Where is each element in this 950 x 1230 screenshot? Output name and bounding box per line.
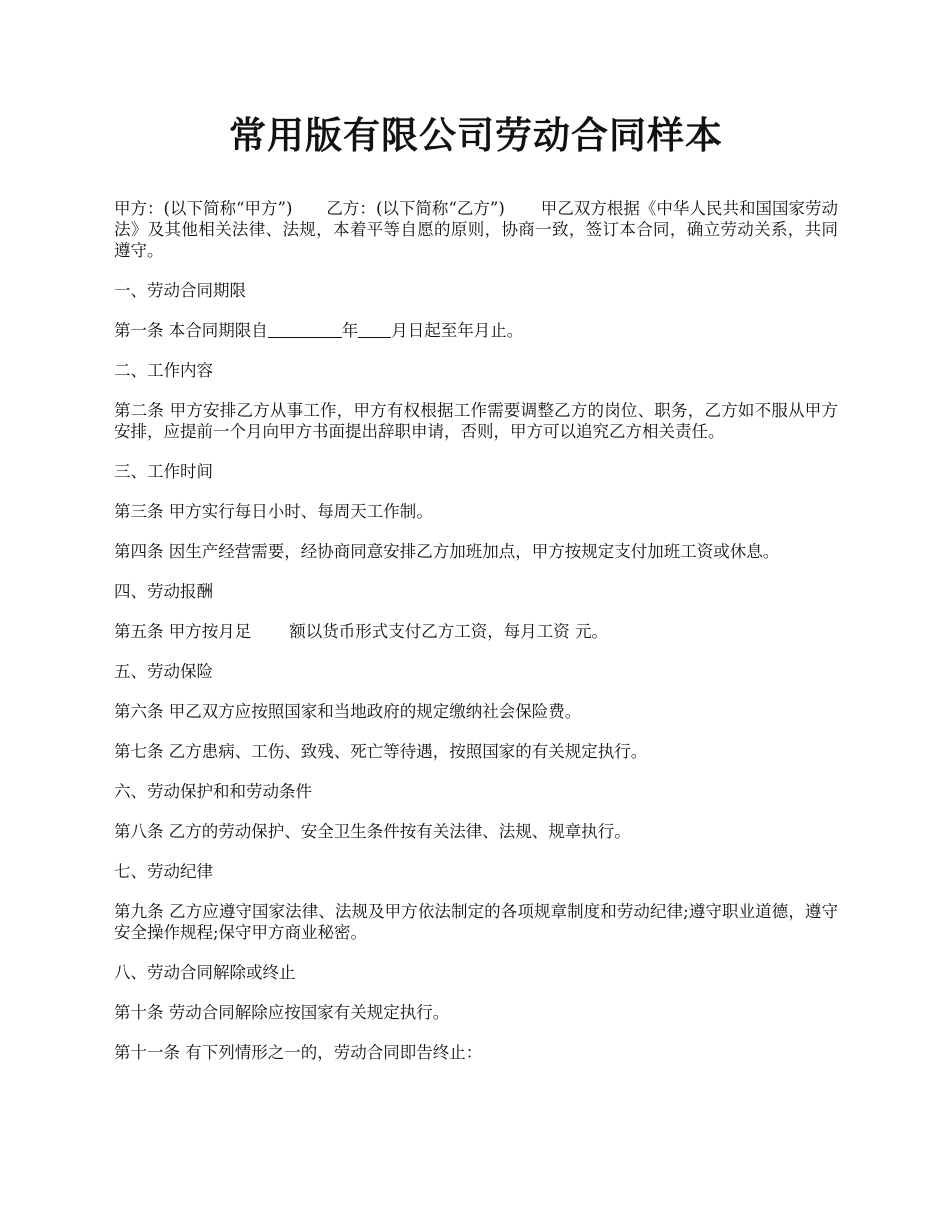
- section-heading-2: 二、工作内容: [114, 361, 213, 380]
- article-6: 第六条 甲乙双方应按照国家和当地政府的规定缴纳社会保险费。: [114, 702, 582, 721]
- article-3: 第三条 甲方实行每日小时、每周天工作制。: [114, 502, 433, 521]
- article-5: [114, 621, 838, 642]
- article-5-suffix: 额以货币形式支付乙方工资，每月工资 元。: [289, 622, 608, 641]
- intro-paragraph: [114, 198, 838, 261]
- party-a-label: 甲方：(以下简称“甲方”): [114, 199, 293, 218]
- article-1: [114, 320, 838, 341]
- party-b-label: 乙方：(以下简称“乙方”): [326, 199, 505, 218]
- section-heading-5: 五、劳动保险: [114, 662, 213, 681]
- article-7: 第七条 乙方患病、工伤、致残、死亡等待遇，按照国家的有关规定执行。: [114, 742, 648, 761]
- article-9: 第九条 乙方应遵守国家法律、法规及甲方依法制定的各项规章制度和劳动纪律;遵守职业道德，遵守安全操作规程;保守甲方商业秘密。: [114, 902, 838, 942]
- year-blank-line: [268, 320, 342, 338]
- section-heading-1: 一、劳动合同期限: [114, 281, 246, 300]
- article-2: 第二条 甲方安排乙方从事工作，甲方有权根据工作需要调整乙方的岗位、职务，乙方如不服从甲方安排，应提前一个月向甲方书面提出辞职申请，否则，甲方可以追究乙方相关责任。: [114, 401, 838, 441]
- preamble-text: 甲乙双方根据《中华人民共和国国家劳动法》及其他相关法律、法规，本着平等自愿的原则，协商一致，签订本合同，确立劳动关系，共同遵守。: [114, 199, 839, 260]
- document-title: 常用版有限公司劳动合同样本: [229, 114, 723, 157]
- article-10: 第十条 劳动合同解除应按国家有关规定执行。: [114, 1003, 450, 1022]
- month-blank-line: [358, 320, 391, 338]
- article-11: 第十一条 有下列情形之一的，劳动合同即告终止：: [114, 1043, 483, 1062]
- article-1-year: 年: [341, 321, 359, 340]
- article-5-prefix: 第五条 甲方按月足: [114, 622, 252, 641]
- article-1-prefix: 第一条 本合同期限自: [114, 321, 268, 340]
- section-heading-6: 六、劳动保护和和劳动条件: [114, 782, 312, 801]
- section-heading-4: 四、劳动报酬: [114, 582, 213, 601]
- section-heading-3: 三、工作时间: [114, 462, 213, 481]
- section-heading-8: 八、劳动合同解除或终止: [114, 963, 296, 982]
- article-8: 第八条 乙方的劳动保护、安全卫生条件按有关法律、法规、规章执行。: [114, 822, 631, 841]
- article-1-suffix: 月日起至年月止。: [391, 321, 524, 340]
- article-4: 第四条 因生产经营需要，经协商同意安排乙方加班加点，甲方按规定支付加班工资或休息。: [114, 542, 780, 561]
- section-heading-7: 七、劳动纪律: [114, 862, 213, 881]
